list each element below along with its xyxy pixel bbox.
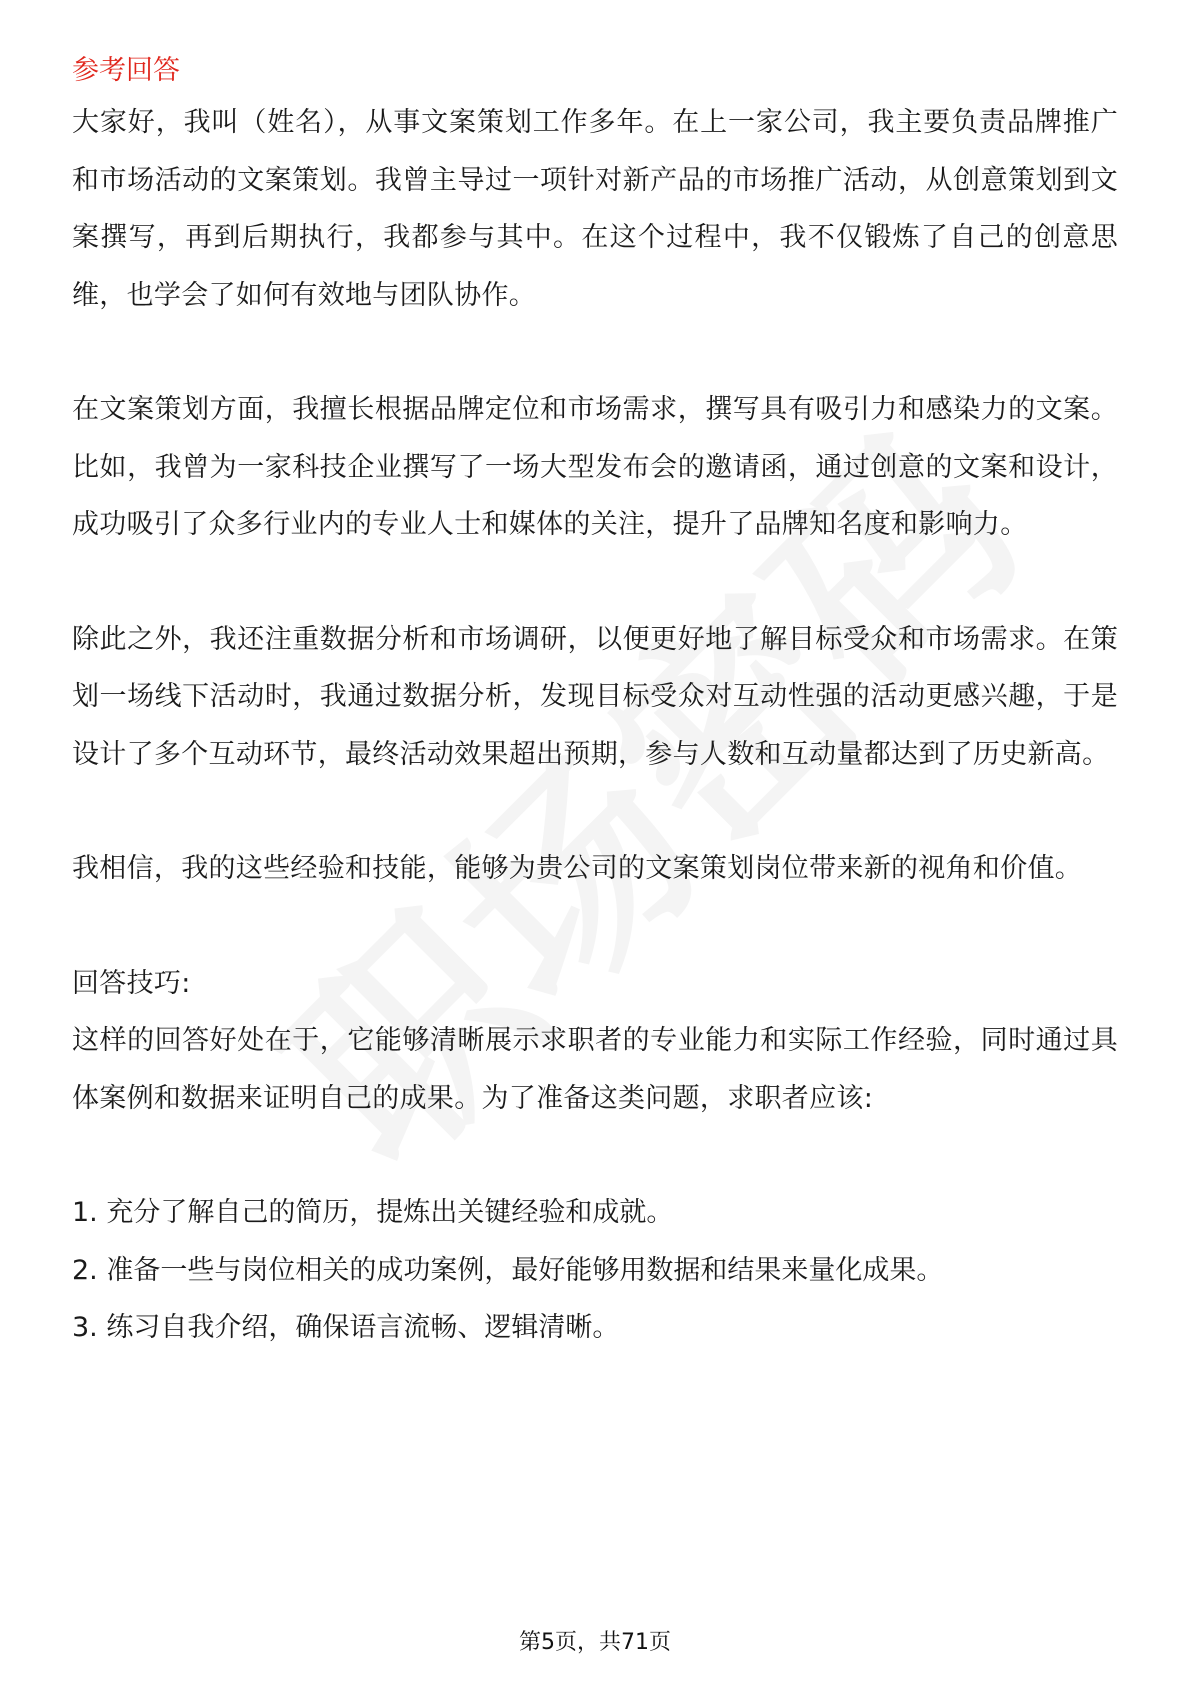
answer-paragraph-2: 在文案策划方面，我擅长根据品牌定位和市场需求，撰写具有吸引力和感染力的文案。比如，我曾为一家科技企业撰写了一场大型发布会的邀请函，通过创意的文案和设计，成功吸引了众多行业内的专业人士和媒体的关注，提升了品牌知名度和影响力。 <box>72 394 1118 540</box>
tips-list-item: 1. 充分了解自己的简历，提炼出关键经验和成就。 <box>72 1197 674 1228</box>
answer-paragraph-1: 大家好，我叫（姓名），从事文案策划工作多年。在上一家公司，我主要负责品牌推广和市场活动的文案策划。我曾主导过一项针对新产品的市场推广活动，从创意策划到文案撰写，再到后期执行，我都参与其中。在这个过程中，我不仅锻炼了自己的创意思维，也学会了如何有效地与团队协作。 <box>72 107 1118 311</box>
tips-list-item: 3. 练习自我介绍，确保语言流畅、逻辑清晰。 <box>72 1312 620 1343</box>
paragraph-spacer <box>72 898 1118 955</box>
tips-list <box>72 1184 1118 1357</box>
page-content <box>72 48 1118 1357</box>
paragraph-spacer <box>72 324 1118 381</box>
tips-list-item: 2. 准备一些与岗位相关的成功案例，最好能够用数据和结果来量化成果。 <box>72 1254 944 1286</box>
tips-heading: 回答技巧: <box>72 967 191 999</box>
answer-paragraph-3: 除此之外，我还注重数据分析和市场调研，以便更好地了解目标受众和市场需求。在策划一场线下活动时，我通过数据分析，发现目标受众对互动性强的活动更感兴趣，于是设计了多个互动环节，最终活动效果超出预期，参与人数和互动量都达到了历史新高。 <box>72 623 1118 770</box>
answer-title: 参考回答 <box>72 55 180 86</box>
paragraph-spacer <box>72 783 1118 840</box>
paragraph-spacer <box>72 554 1118 611</box>
paragraph-spacer <box>72 1127 1118 1184</box>
answer-paragraph-4: 我相信，我的这些经验和技能，能够为贵公司的文案策划岗位带来新的视角和价值。 <box>72 853 1083 884</box>
page-number: 第5页，共71页 <box>519 1630 671 1655</box>
tips-intro: 这样的回答好处在于，它能够清晰展示求职者的专业能力和实际工作经验，同时通过具体案例和数据来证明自己的成果。为了准备这类问题，求职者应该: <box>72 1025 1118 1114</box>
